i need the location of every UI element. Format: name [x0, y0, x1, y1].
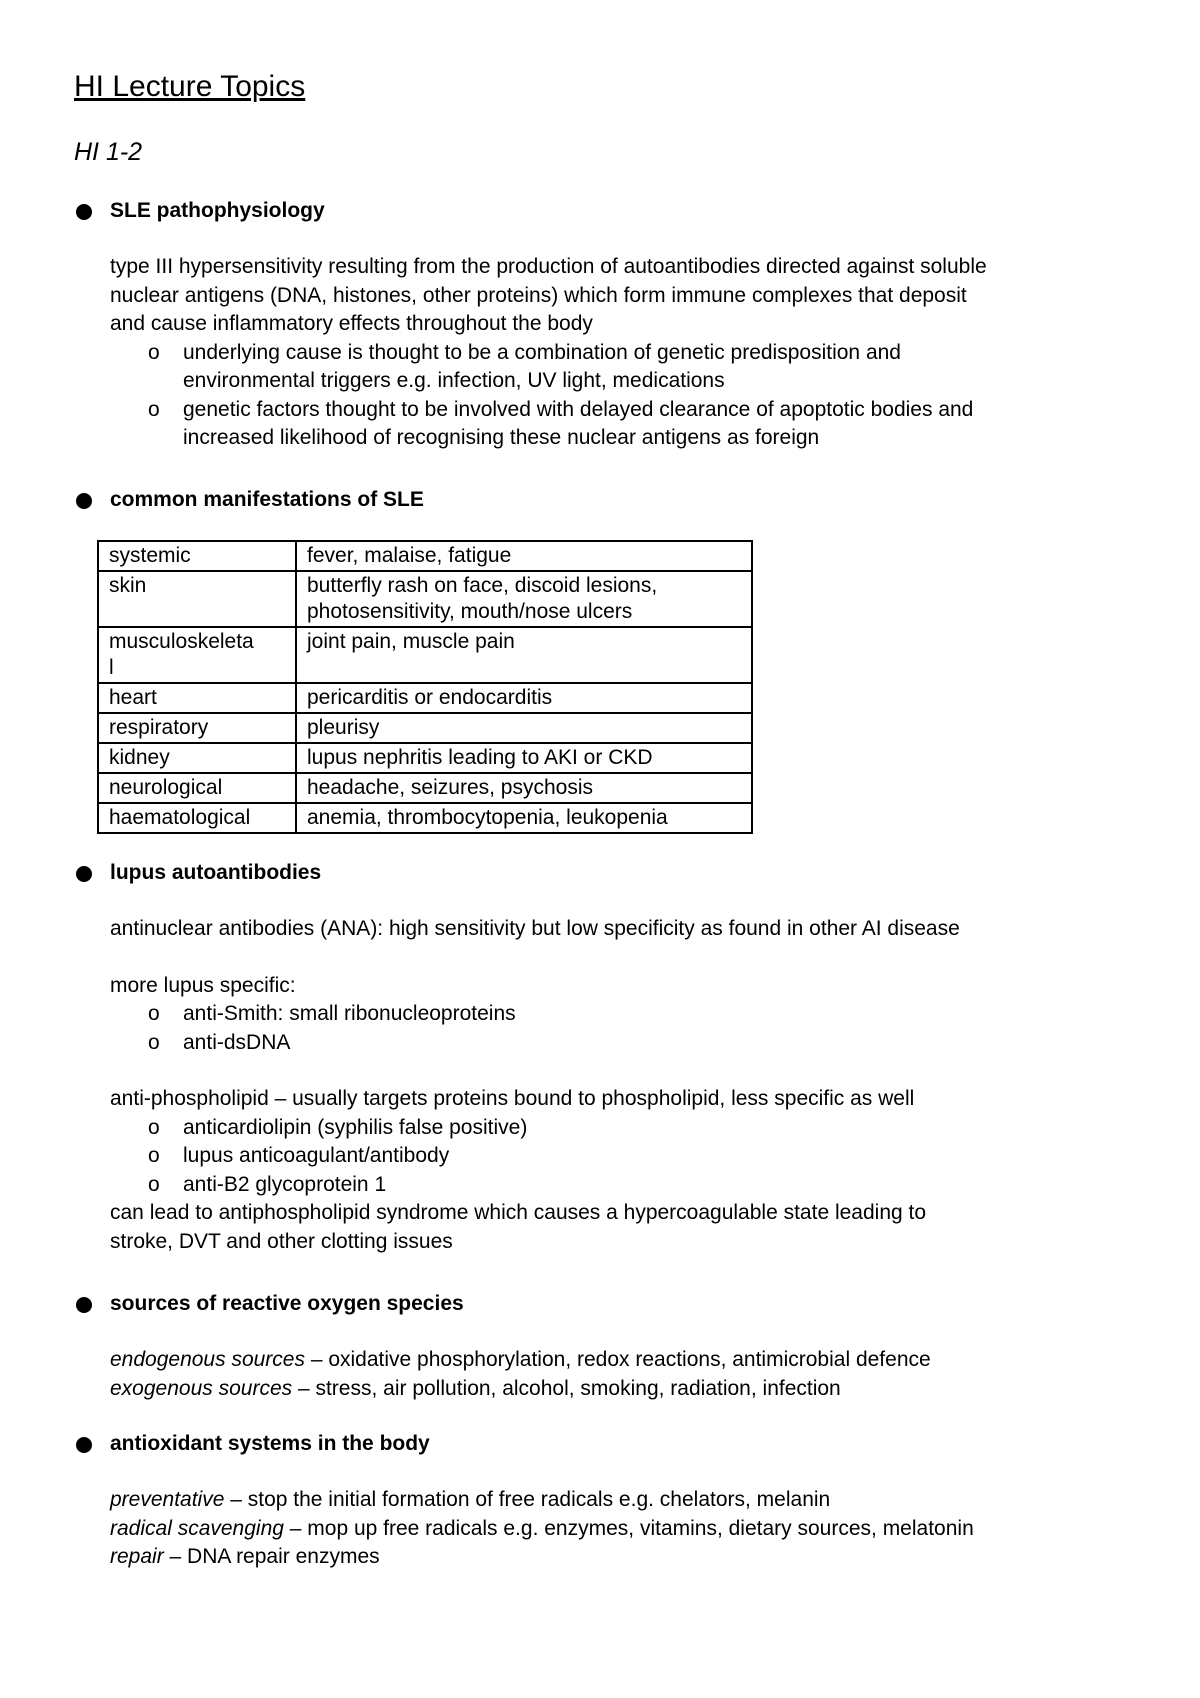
paragraph-line: and cause inflammatory effects throughout the body	[110, 312, 593, 335]
circle-bullet-icon: o	[148, 1115, 160, 1139]
table-cell-signs: fever, malaise, fatigue	[296, 541, 752, 571]
table-cell-signs: lupus nephritis leading to AKI or CKD	[296, 743, 752, 773]
sub-bullet-item: o anticardiolipin (syphilis false positive)	[74, 1114, 1134, 1143]
sub-bullet-item: o anti-Smith: small ribonucleoproteins	[74, 1000, 1134, 1029]
page-title: HI Lecture Topics	[74, 70, 306, 103]
section-heading: common manifestations of SLE	[74, 486, 1134, 514]
section-reactive-oxygen-species	[74, 1290, 1134, 1403]
section-heading: SLE pathophysiology	[74, 197, 1134, 225]
sub-bullet-item: o anti-B2 glycoprotein 1	[74, 1171, 1134, 1200]
table-cell-system: heart	[98, 683, 296, 713]
table-cell-system: respiratory	[98, 713, 296, 743]
sub-bullet-continuation: environmental triggers e.g. infection, UV light, medications	[183, 369, 725, 392]
table-row	[98, 773, 752, 803]
section-sle-pathophysiology	[74, 197, 1134, 453]
paragraph-line: preventative – stop the initial formation of free radicals e.g. chelators, melanin	[110, 1488, 831, 1511]
table-row	[98, 803, 752, 833]
circle-bullet-icon: o	[148, 1144, 160, 1167]
table-row	[98, 627, 752, 683]
sub-bullet-item: o lupus anticoagulant/antibody	[74, 1142, 1134, 1171]
paragraph-line: repair – DNA repair enzymes	[110, 1545, 380, 1568]
table-row	[98, 541, 752, 571]
table-cell-signs: butterfly rash on face, discoid lesions, photosensitivity, mouth/nose ulcers	[296, 571, 752, 627]
manifestations-table	[97, 540, 753, 834]
circle-bullet-icon: o	[148, 340, 160, 364]
bullet-icon	[76, 1297, 92, 1313]
section-heading: sources of reactive oxygen species	[74, 1290, 1134, 1318]
section-antioxidant-systems	[74, 1430, 1134, 1572]
bullet-icon	[76, 493, 92, 509]
paragraph-line: nuclear antigens (DNA, histones, other proteins) which form immune complexes that deposit	[110, 283, 967, 307]
paragraph-line: more lupus specific:	[110, 973, 296, 997]
section-heading: lupus autoantibodies	[74, 859, 1134, 887]
paragraph-line: antinuclear antibodies (ANA): high sensitivity but low specificity as found in other AI disease	[110, 917, 960, 940]
table-cell-system: haematological	[98, 803, 296, 833]
table-cell-signs: headache, seizures, psychosis	[296, 773, 752, 803]
table-row	[98, 683, 752, 713]
paragraph-line: endogenous sources – oxidative phosphorylation, redox reactions, antimicrobial defence	[110, 1348, 931, 1371]
circle-bullet-icon: o	[148, 397, 160, 421]
table-row	[98, 713, 752, 743]
table-cell-signs: pleurisy	[296, 713, 752, 743]
circle-bullet-icon: o	[148, 1172, 160, 1196]
page-subtitle: HI 1-2	[74, 138, 143, 166]
circle-bullet-icon: o	[148, 1030, 160, 1054]
sub-bullet-continuation: increased likelihood of recognising these nuclear antigens as foreign	[183, 426, 820, 449]
paragraph-line: exogenous sources – stress, air pollution, alcohol, smoking, radiation, infection	[110, 1376, 841, 1400]
paragraph-line: radical scavenging – mop up free radicals e.g. enzymes, vitamins, dietary sources, melatonin	[110, 1516, 974, 1540]
paragraph-line: stroke, DVT and other clotting issues	[110, 1229, 453, 1253]
table-row	[98, 743, 752, 773]
section-lupus-autoantibodies	[74, 859, 1134, 1256]
bullet-icon	[76, 204, 92, 220]
paragraph-line: type III hypersensitivity resulting from the production of autoantibodies directed against soluble	[110, 255, 987, 278]
section-heading: antioxidant systems in the body	[74, 1430, 1134, 1458]
sub-bullet-item: o anti-dsDNA	[74, 1029, 1134, 1058]
table-cell-signs: anemia, thrombocytopenia, leukopenia	[296, 803, 752, 833]
bullet-icon	[76, 1437, 92, 1453]
section-manifestations	[74, 486, 1134, 514]
table-cell-system: skin	[98, 571, 296, 627]
circle-bullet-icon: o	[148, 1002, 160, 1025]
table-cell-system: systemic	[98, 541, 296, 571]
table-cell-signs: joint pain, muscle pain	[296, 627, 752, 683]
sub-bullet-item: o genetic factors thought to be involved with delayed clearance of apoptotic bodies and	[74, 396, 1134, 425]
table-cell-signs: pericarditis or endocarditis	[296, 683, 752, 713]
paragraph-line: anti-phospholipid – usually targets proteins bound to phospholipid, less specific as well	[110, 1087, 915, 1110]
table-cell-system: kidney	[98, 743, 296, 773]
table-row	[98, 571, 752, 627]
paragraph-line: can lead to antiphospholipid syndrome which causes a hypercoagulable state leading to	[110, 1201, 927, 1224]
bullet-icon	[76, 866, 92, 882]
table-cell-system: neurological	[98, 773, 296, 803]
sub-bullet-item: o underlying cause is thought to be a combination of genetic predisposition and	[74, 339, 1134, 368]
table-cell-system: musculoskeleta l	[98, 627, 296, 683]
